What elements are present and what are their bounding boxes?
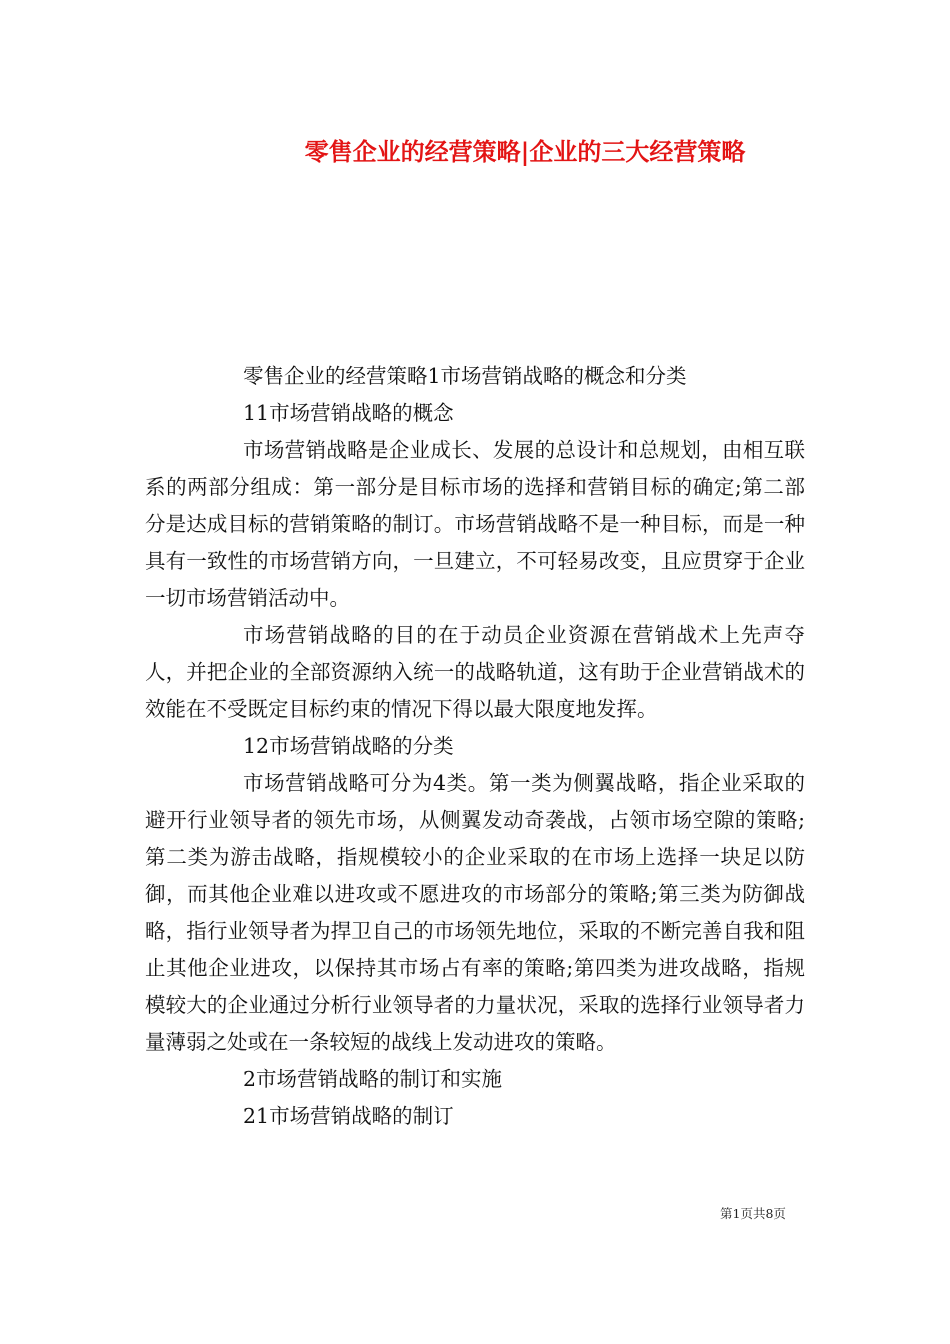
page-number: 第1页共8页: [720, 1206, 786, 1221]
document-title: 零售企业的经营策略|企业的三大经营策略: [304, 137, 746, 166]
document-body: [145, 358, 805, 1135]
subsection-heading: 11市场营销战略的概念: [243, 401, 454, 425]
subsection-heading: 12市场营销战略的分类: [243, 734, 454, 758]
body-paragraph: 市场营销战略是企业成长、发展的总设计和总规划，由相互联系的两部分组成：第一部分是目标市场的选择和营销目标的确定;第二部分是达成目标的营销策略的制订。市场营销战略不是一种目标，而是一种具有一致性的市场营销方向，一旦建立，不可轻易改变，且应贯穿于企业一切市场营销活动中。: [145, 438, 805, 610]
section-heading: 零售企业的经营策略1市场营销战略的概念和分类: [243, 364, 687, 388]
section-heading: 2市场营销战略的制订和实施: [243, 1067, 503, 1091]
body-paragraph: 市场营销战略的目的在于动员企业资源在营销战术上先声夺人，并把企业的全部资源纳入统一的战略轨道，这有助于企业营销战术的效能在不受既定目标约束的情况下得以最大限度地发挥。: [145, 623, 805, 721]
body-paragraph: 市场营销战略可分为4类。第一类为侧翼战略，指企业采取的避开行业领导者的领先市场，从侧翼发动奇袭战，占领市场空隙的策略;第二类为游击战略，指规模较小的企业采取的在市场上选择一块足以防御，而其他企业难以进攻或不愿进攻的市场部分的策略;第三类为防御战略，指行业领导者为捍卫自己的市场领先地位，采取的不断完善自我和阻止其他企业进攻，以保持其市场占有率的策略;第四类为进攻战略，指规模较大的企业通过分析行业领导者的力量状况，采取的选择行业领导者力量薄弱之处或在一条较短的战线上发动进攻的策略。: [145, 771, 805, 1054]
subsection-heading: 21市场营销战略的制订: [243, 1104, 454, 1128]
